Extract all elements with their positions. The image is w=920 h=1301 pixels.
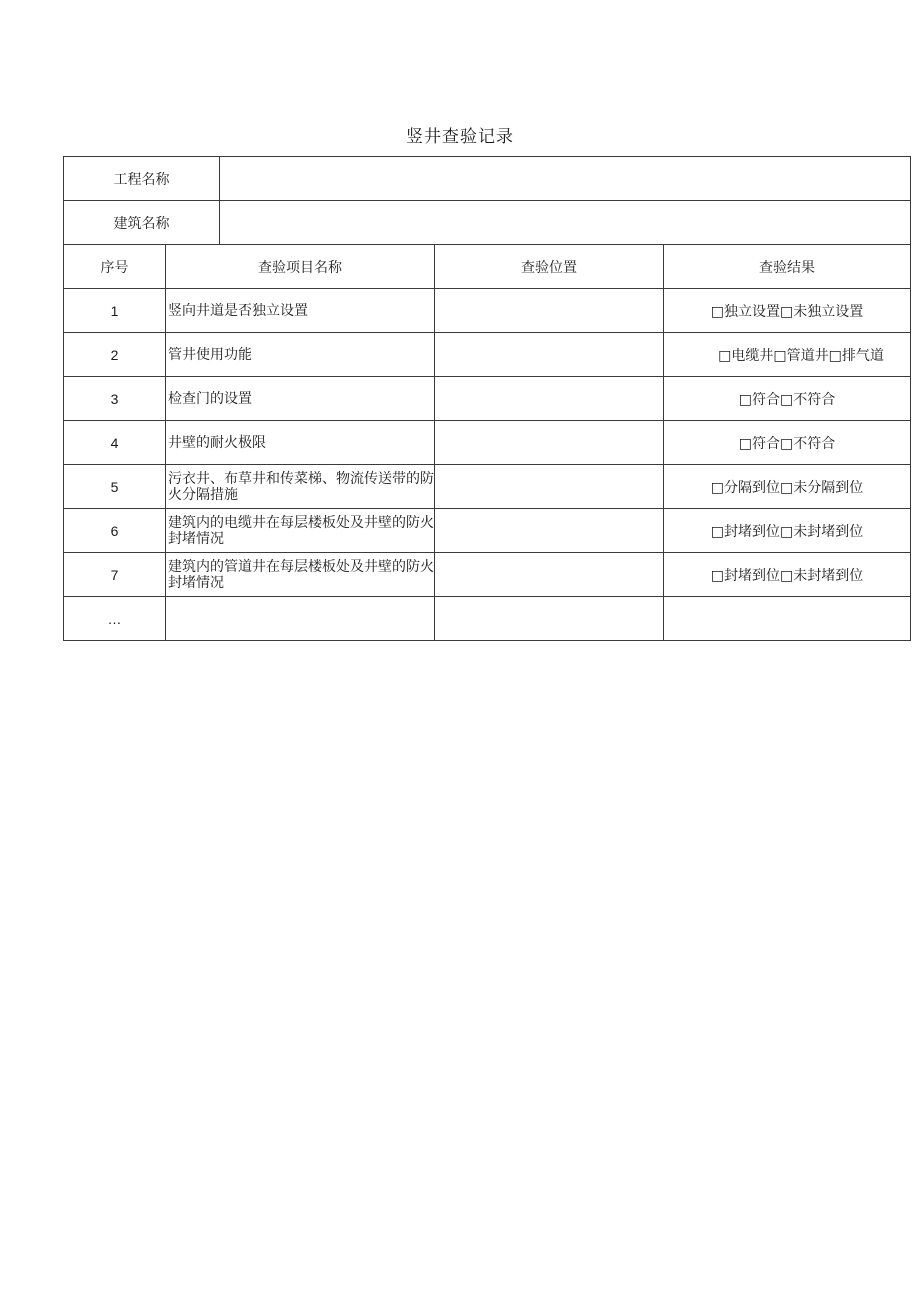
table-row — [64, 377, 911, 421]
row-result[interactable]: □符合□不符合 — [664, 421, 911, 465]
table-row — [64, 553, 911, 597]
row-seq: 5 — [64, 465, 166, 509]
row-location[interactable] — [435, 377, 664, 421]
row-item: 建筑内的电缆井在每层楼板处及井壁的防火封堵情况 — [166, 509, 435, 553]
row-location[interactable] — [435, 465, 664, 509]
header-row — [64, 245, 911, 289]
header-seq: 序号 — [64, 245, 166, 289]
row-item — [166, 597, 435, 641]
row-result[interactable]: □封堵到位□未封堵到位 — [664, 509, 911, 553]
header-location: 查验位置 — [435, 245, 664, 289]
row-seq: … — [64, 597, 166, 641]
row-item: 检查门的设置 — [166, 377, 435, 421]
row-seq: 2 — [64, 333, 166, 377]
row-item: 污衣井、布草井和传菜梯、物流传送带的防火分隔措施 — [166, 465, 435, 509]
row-item: 井壁的耐火极限 — [166, 421, 435, 465]
row-result[interactable]: □独立设置□未独立设置 — [664, 289, 911, 333]
table-row — [64, 597, 911, 641]
row-result[interactable]: □分隔到位□未分隔到位 — [664, 465, 911, 509]
row-location[interactable] — [435, 509, 664, 553]
inspection-table — [63, 156, 911, 641]
row-item: 管井使用功能 — [166, 333, 435, 377]
table-row — [64, 465, 911, 509]
row-seq: 1 — [64, 289, 166, 333]
row-result[interactable]: □电缆井□管道井□排气道 — [664, 333, 911, 377]
project-label: 工程名称 — [64, 157, 220, 201]
row-location[interactable] — [435, 553, 664, 597]
row-seq: 6 — [64, 509, 166, 553]
table-row — [64, 421, 911, 465]
row-location[interactable] — [435, 597, 664, 641]
table-row — [64, 289, 911, 333]
header-item: 查验项目名称 — [166, 245, 435, 289]
row-result[interactable] — [664, 597, 911, 641]
row-location[interactable] — [435, 421, 664, 465]
row-item: 竖向井道是否独立设置 — [166, 289, 435, 333]
building-row — [64, 201, 911, 245]
table-row — [64, 509, 911, 553]
page-title: 竖井查验记录 — [406, 127, 514, 147]
row-item: 建筑内的管道井在每层楼板处及井壁的防火封堵情况 — [166, 553, 435, 597]
header-result: 查验结果 — [664, 245, 911, 289]
table-row — [64, 333, 911, 377]
row-seq: 4 — [64, 421, 166, 465]
building-label: 建筑名称 — [64, 201, 220, 245]
row-seq: 7 — [64, 553, 166, 597]
row-seq: 3 — [64, 377, 166, 421]
row-location[interactable] — [435, 333, 664, 377]
row-location[interactable] — [435, 289, 664, 333]
row-result[interactable]: □符合□不符合 — [664, 377, 911, 421]
row-result[interactable]: □封堵到位□未封堵到位 — [664, 553, 911, 597]
project-row — [64, 157, 911, 201]
building-value[interactable] — [220, 201, 911, 245]
project-value[interactable] — [220, 157, 911, 201]
